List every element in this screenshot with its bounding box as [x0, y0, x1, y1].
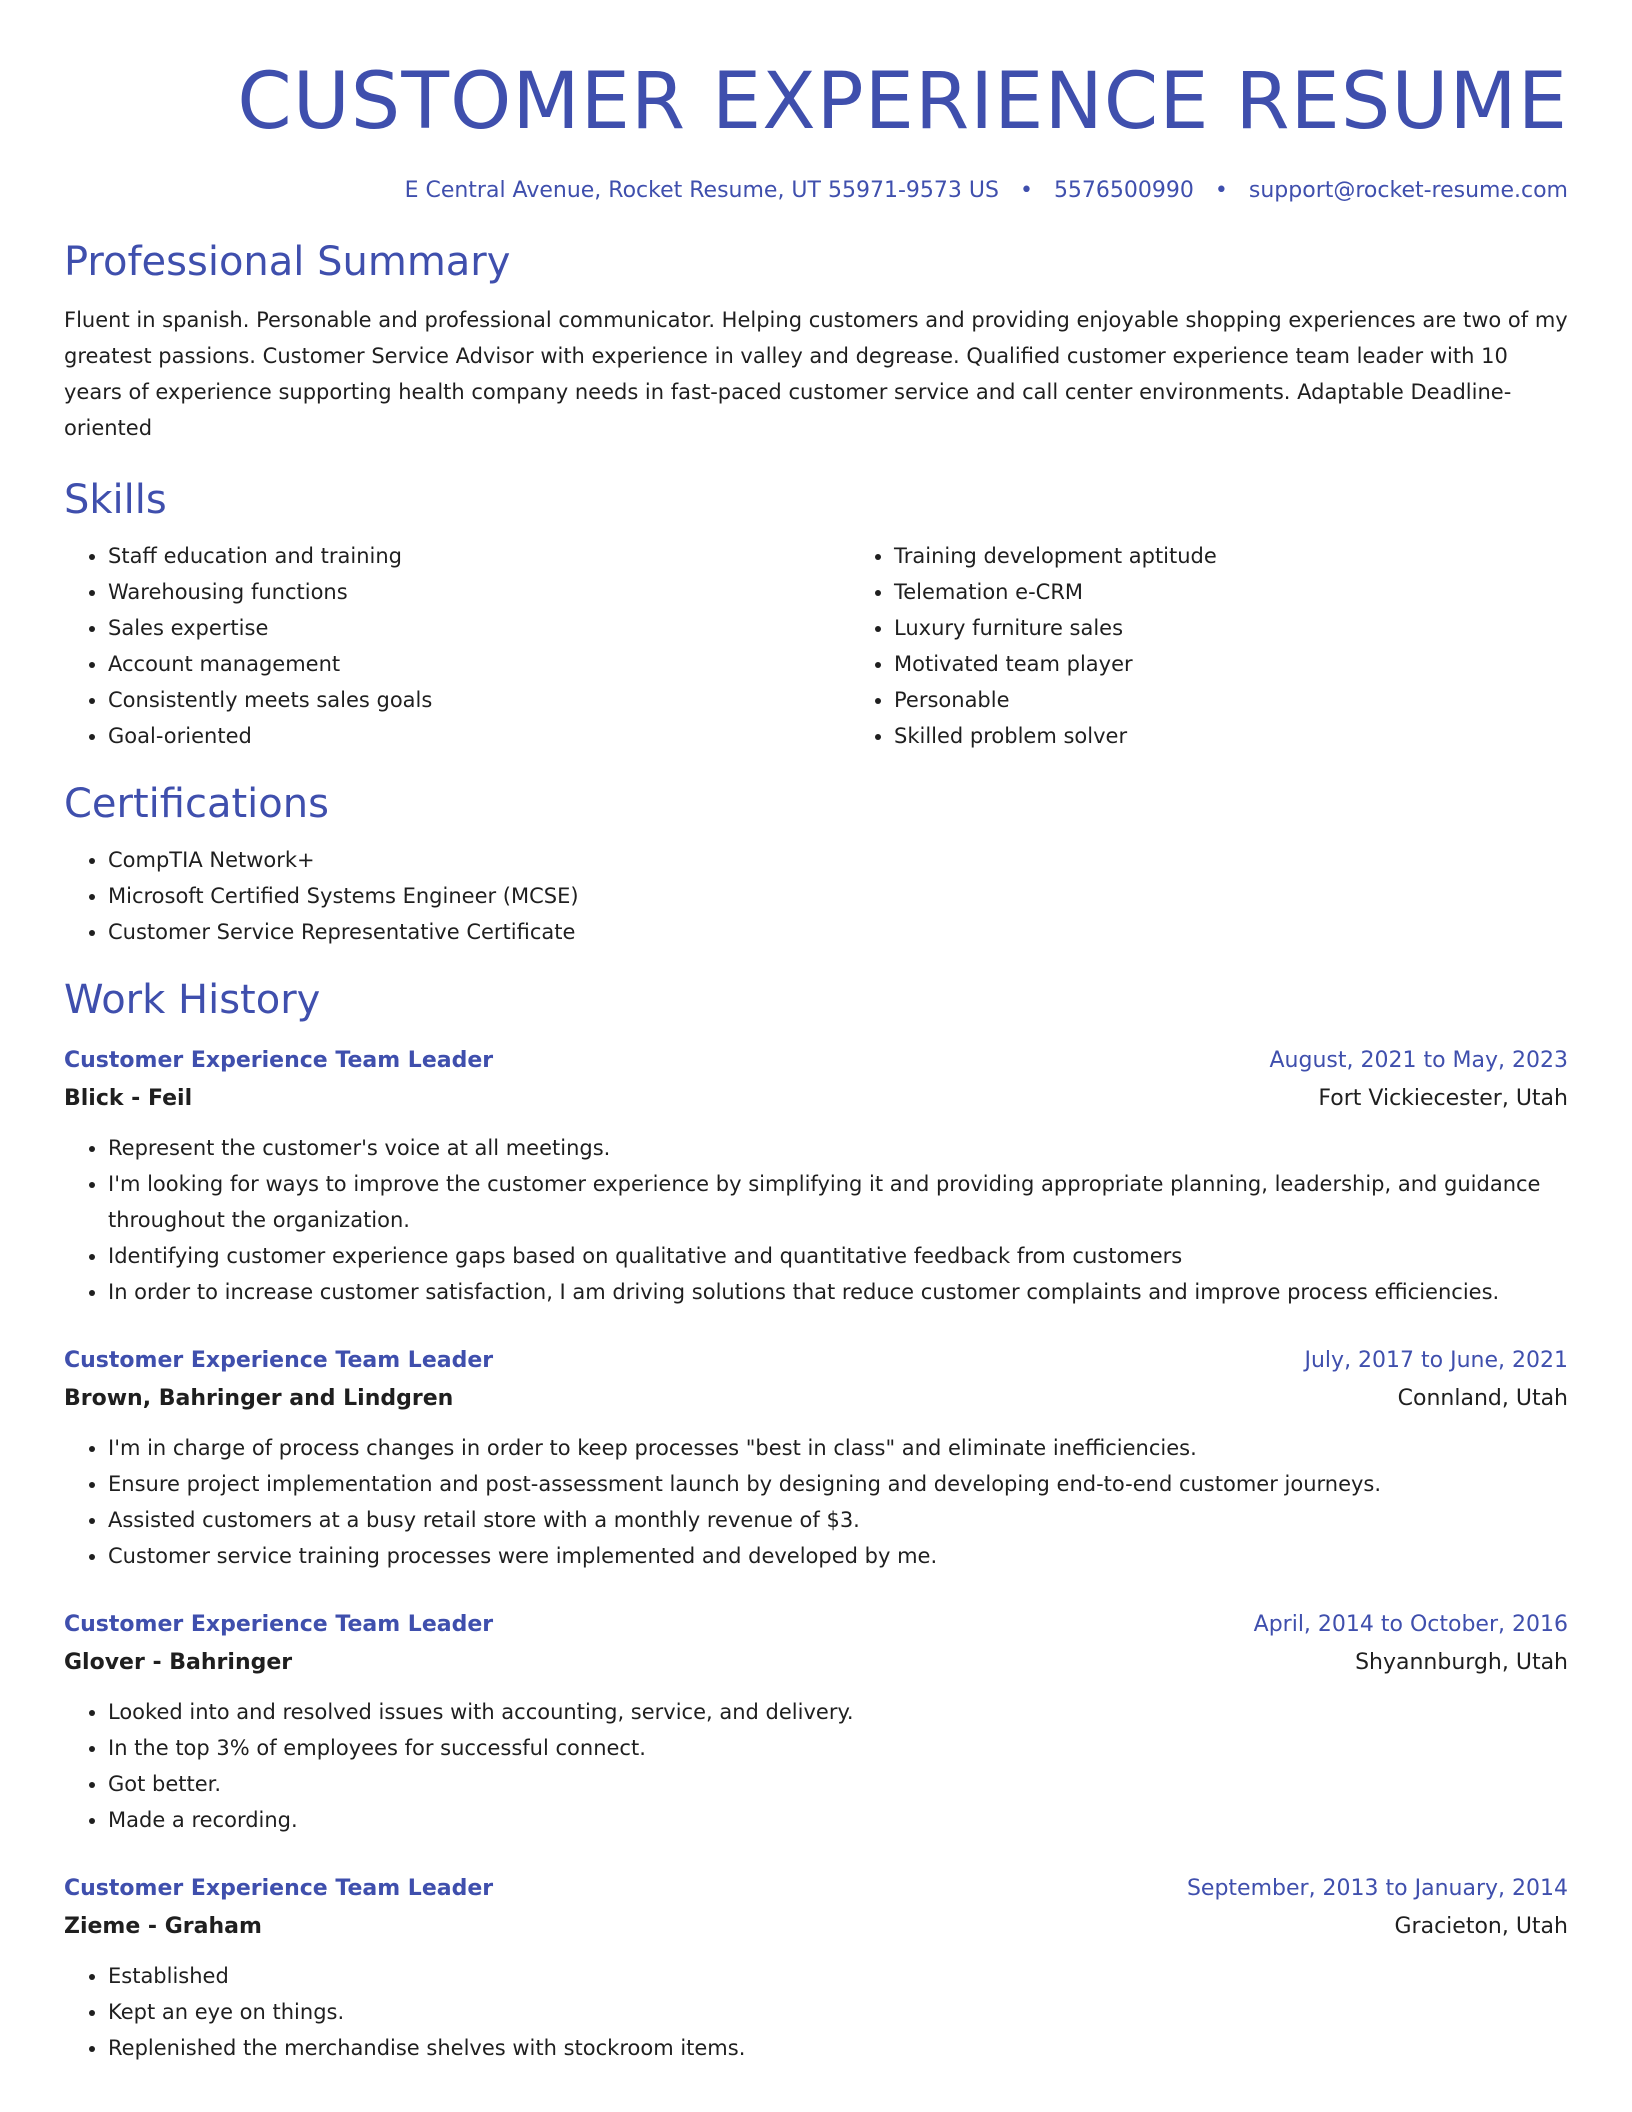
job-bullet: • I'm looking for ways to improve the customer experience by simplifying it and providing appropriate planning, leadership, and guidance throughout the organization.: [108, 1166, 1568, 1238]
job-dates: September, 2013 to January, 2014: [1186, 1876, 1568, 1901]
job-bullet: • Identifying customer experience gaps based on qualitative and quantitative feedback from customers: [108, 1238, 1568, 1274]
job-entry: [64, 1342, 1568, 1574]
resume-page: [64, 0, 1568, 2066]
job-company: Zieme - Graham: [64, 1914, 262, 1939]
job-bullet: • Made a recording.: [108, 1802, 1568, 1838]
skill-item: • Training development aptitude: [894, 538, 1568, 574]
job-bullet: • In the top 3% of employees for successful connect.: [108, 1730, 1568, 1766]
job-dates: April, 2014 to October, 2016: [1253, 1612, 1568, 1637]
contact-separator: •: [1214, 178, 1228, 203]
skill-item: • Motivated team player: [894, 646, 1568, 682]
skill-item: • Skilled problem solver: [894, 718, 1568, 754]
job-title: Customer Experience Team Leader: [64, 1348, 494, 1373]
skills-columns: [64, 528, 1568, 754]
contact-line: [64, 176, 1568, 206]
job-company: Brown, Bahringer and Lindgren: [64, 1386, 454, 1411]
certifications-list: [64, 842, 1568, 950]
resume-title: CUSTOMER EXPERIENCE RESUME: [237, 57, 1568, 147]
skill-item: • Warehousing functions: [108, 574, 850, 610]
job-bullet: • Replenished the merchandise shelves with stockroom items.: [108, 2030, 1568, 2066]
skill-item: • Luxury furniture sales: [894, 610, 1568, 646]
skills-heading: Skills: [64, 477, 167, 523]
skill-item: • Telemation e-CRM: [894, 574, 1568, 610]
job-company: Glover - Bahringer: [64, 1650, 293, 1675]
job-bullets: [64, 1130, 1568, 1310]
job-bullet: • In order to increase customer satisfaction, I am driving solutions that reduce customer complaints and improve process efficiencies.: [108, 1274, 1568, 1310]
job-bullets: [64, 1430, 1568, 1574]
job-title: Customer Experience Team Leader: [64, 1048, 494, 1073]
job-bullets: [64, 1958, 1568, 2066]
skill-item: • Account management: [108, 646, 850, 682]
job-dates: July, 2017 to June, 2021: [1304, 1348, 1568, 1373]
job-title: Customer Experience Team Leader: [64, 1612, 494, 1637]
job-bullet: • Customer service training processes were implemented and developed by me.: [108, 1538, 1568, 1574]
skill-item: • Sales expertise: [108, 610, 850, 646]
job-bullet: • Established: [108, 1958, 1568, 1994]
job-bullet: • Got better.: [108, 1766, 1568, 1802]
job-title: Customer Experience Team Leader: [64, 1876, 494, 1901]
skills-list-left: [64, 538, 850, 754]
skill-item: • Personable: [894, 682, 1568, 718]
skill-item: • Consistently meets sales goals: [108, 682, 850, 718]
certification-item: • CompTIA Network+: [108, 842, 1568, 878]
job-bullet: • I'm in charge of process changes in order to keep processes "best in class" and eliminate inefficiencies.: [108, 1430, 1568, 1466]
summary-heading: Professional Summary: [64, 239, 511, 285]
work-history-heading: Work History: [64, 977, 321, 1023]
contact-email[interactable]: support@rocket-resume.com: [1248, 178, 1568, 203]
job-dates: August, 2021 to May, 2023: [1269, 1048, 1568, 1073]
summary-text: Fluent in spanish. Personable and professional communicator. Helping customers and providing enjoyable shopping experiences are two of my greatest passions. Customer Service Advisor with experience in valley and degrease. Qualified customer experience team leader with 10 years of experience supporting health company needs in fast-paced customer service and call center environments. Adaptable Deadline-oriented: [64, 308, 1568, 440]
skill-item: • Staff education and training: [108, 538, 850, 574]
contact-phone: 5576500990: [1053, 178, 1194, 203]
job-company: Blick - Feil: [64, 1086, 193, 1111]
job-bullet: • Assisted customers at a busy retail store with a monthly revenue of $3.: [108, 1502, 1568, 1538]
certifications-heading: Certifications: [64, 781, 329, 827]
contact-address: E Central Avenue, Rocket Resume, UT 55971-9573 US: [404, 178, 999, 203]
job-location: Connland, Utah: [1397, 1386, 1568, 1411]
job-entry: [64, 1606, 1568, 1838]
job-entry: [64, 1870, 1568, 2066]
job-bullets: [64, 1694, 1568, 1838]
certification-item: • Customer Service Representative Certificate: [108, 914, 1568, 950]
job-entry: [64, 1042, 1568, 1310]
job-location: Gracieton, Utah: [1394, 1914, 1568, 1939]
contact-separator: •: [1019, 178, 1033, 203]
job-bullet: • Ensure project implementation and post-assessment launch by designing and developing end-to-end customer journeys.: [108, 1466, 1568, 1502]
job-bullet: • Represent the customer's voice at all meetings.: [108, 1130, 1568, 1166]
certification-item: • Microsoft Certified Systems Engineer (MCSE): [108, 878, 1568, 914]
job-location: Shyannburgh, Utah: [1355, 1650, 1568, 1675]
job-bullet: • Looked into and resolved issues with accounting, service, and delivery.: [108, 1694, 1568, 1730]
skills-list-right: [850, 538, 1568, 754]
job-location: Fort Vickiecester, Utah: [1318, 1086, 1568, 1111]
job-bullet: • Kept an eye on things.: [108, 1994, 1568, 2030]
skill-item: • Goal-oriented: [108, 718, 850, 754]
